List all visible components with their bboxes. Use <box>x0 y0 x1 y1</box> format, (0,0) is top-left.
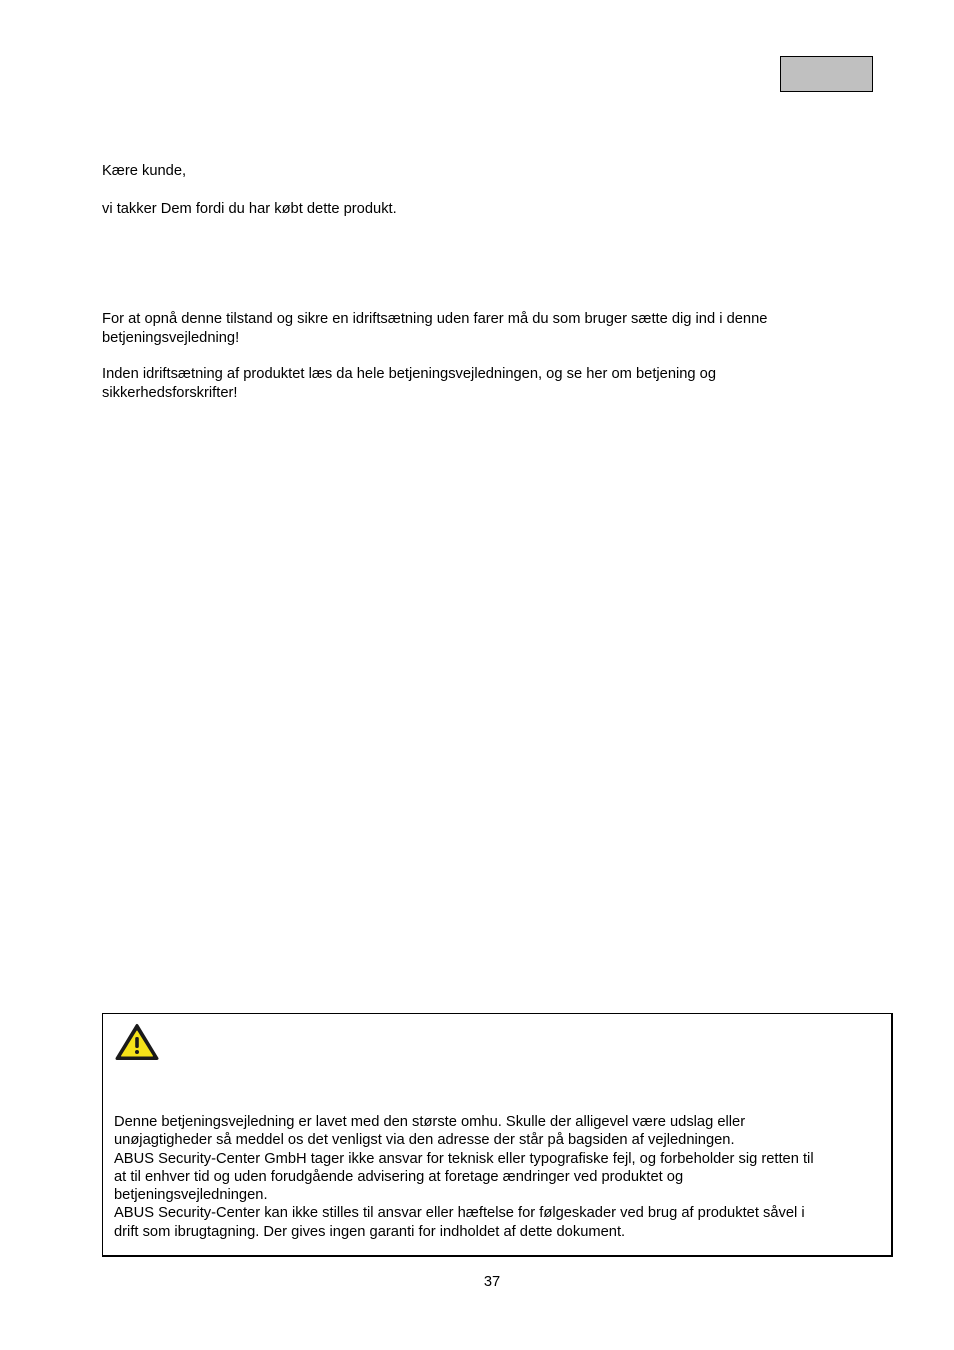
language-tab-box <box>780 56 873 92</box>
disclaimer-line: at til enhver tid og uden forudgående advisering at foretage ændringer ved produktet og <box>114 1168 684 1185</box>
disclaimer-text <box>114 1113 884 1241</box>
intro-paragraph-line-1: For at opnå denne tilstand og sikre en idriftsætning uden farer må du som bruger sætte dig ind i denne <box>102 311 768 327</box>
disclaimer-line: drift som ibrugtagning. Der gives ingen garanti for indholdet af dette dokument. <box>114 1223 626 1240</box>
disclaimer-line: unøjagtigheder så meddel os det venligst via den adresse der står på bagsiden af vejledningen. <box>114 1132 735 1149</box>
disclaimer-line: ABUS Security-Center GmbH tager ikke ansvar for teknisk eller typografiske fejl, og forbeholder sig retten til <box>114 1150 814 1167</box>
greeting-text: Kære kunde, <box>102 163 187 179</box>
intro-paragraph-line-2: betjeningsvejledning! <box>102 329 240 346</box>
disclaimer-line: Denne betjeningsvejledning er lavet med den største omhu. Skulle der alligevel være udslag eller <box>114 1114 746 1130</box>
page-number: 37 <box>483 1274 501 1290</box>
instruction-paragraph-line-2: sikkerhedsforskrifter! <box>102 384 238 401</box>
instruction-paragraph-line-1: Inden idriftsætning af produktet læs da hele betjeningsvejledningen, og se her om betjening og <box>102 366 717 382</box>
warning-triangle-icon <box>115 1023 159 1061</box>
disclaimer-line: ABUS Security-Center kan ikke stilles til ansvar eller hæftelse for følgeskader ved brug af produktet såvel i <box>114 1205 805 1222</box>
disclaimer-line: betjeningsvejledningen. <box>114 1187 268 1204</box>
disclaimer-box <box>102 1013 893 1257</box>
thanks-text: vi takker Dem fordi du har købt dette produkt. <box>102 201 397 217</box>
